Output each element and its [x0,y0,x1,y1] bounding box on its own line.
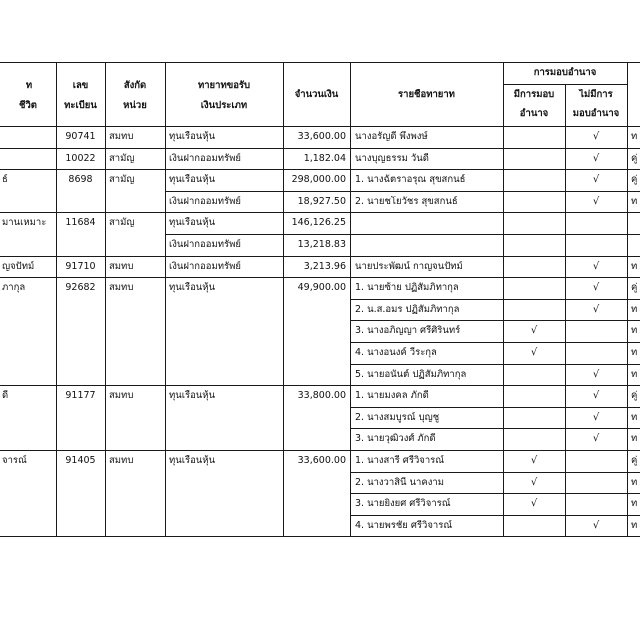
heir-name-cell: 3. นางอภิญญา ศรีศิรินทร์ [355,325,461,337]
relation-cell: ท [631,195,638,207]
column-rule [165,62,166,536]
header-no-proxy-2: มอบอำนาจ [572,108,620,119]
relation-cell: คู่ [631,390,638,402]
heir-name-cell: 1. นายซ้าย ปฏิสัมภิทากุล [355,282,459,294]
unit-cell: สมทบ [109,455,134,466]
unit-cell: สามัญ [109,152,135,164]
unit-cell: สมทบ [109,131,134,142]
row-rule [350,472,640,473]
row-rule [350,493,640,494]
heir-name-cell: นายประพัฒน์ กาญจนปัทม์ [355,260,463,272]
amount-cell: 33,800.00 [297,390,346,402]
claim-type-cell: ทุนเรือนหุ้น [169,282,216,294]
heir-name-cell: 3. นายยิ่งยศ ศรีวิจารณ์ [355,498,451,510]
heir-name-cell: 3. นายวุฒิวงศ์ ภักดี [355,433,436,445]
registration-number-cell: 8698 [68,174,93,186]
header-name: ท [25,80,33,91]
relation-cell: คู่ [631,174,638,186]
registration-number-cell: 92682 [65,282,96,294]
header-name-2: ชีวิต [19,100,37,111]
heir-name-cell: 2. นางสมบูรณ์ บุญชู [355,411,440,423]
claim-type-cell: ทุนเรือนหุ้น [169,174,216,186]
relation-cell: คู่ [631,455,638,466]
header-has-proxy: มีการมอบ [513,89,555,100]
row-rule [165,191,640,192]
row-rule [0,126,640,127]
header-unit: สังกัด [123,80,147,91]
unit-cell: สมทบ [109,260,134,272]
has-proxy-check: √ [530,347,538,358]
amount-cell: 33,600.00 [297,455,346,466]
row-rule [350,299,640,300]
column-rule [283,62,284,536]
registration-number-cell: 91177 [65,390,96,402]
claim-type-cell: ทุนเรือนหุ้น [169,131,216,142]
heir-name-cell: 1. นางฉัตราอรุณ สุขสกนธ์ [355,174,466,186]
claim-type-cell: ทุนเรือนหุ้น [169,390,216,402]
no-proxy-check: √ [592,195,600,207]
heir-name-cell: นางบุญธรรม วันดี [355,152,429,164]
relation-cell: ท [631,368,638,380]
no-proxy-check: √ [592,368,600,380]
no-proxy-check: √ [592,390,600,402]
member-name-cell: ธ์ [2,174,8,186]
member-name-cell: ญจปัทม์ [2,260,35,272]
relation-cell: ท [631,433,638,445]
relation-cell: ท [631,411,638,423]
header-amount: จำนวนเงิน [294,89,339,100]
row-rule [0,536,640,537]
header-reg: เลข [72,80,89,91]
column-rule [105,62,106,536]
amount-cell: 33,600.00 [297,131,346,142]
member-name-cell: ภากุล [2,282,26,294]
header-proxy: การมอบอำนาจ [533,67,597,78]
header-heirs: รายชื่อทายาท [398,89,455,100]
registration-number-cell: 90741 [65,131,96,142]
amount-cell: 1,182.04 [303,152,346,164]
amount-cell: 146,126.25 [291,217,346,229]
has-proxy-check: √ [530,455,538,466]
heir-name-cell: 2. นายชโยวัชร สุขสกนธ์ [355,195,458,207]
row-rule [350,364,640,365]
row-rule [0,277,640,278]
claim-type-cell: เงินฝากออมทรัพย์ [169,260,241,272]
column-rule [565,84,566,536]
heir-name-cell: 1. นางสารี ศรีวิจารณ์ [355,455,445,466]
heir-name-cell: นางอรัญดี พึ่งพงษ์ [355,131,428,142]
registration-number-cell: 10022 [65,152,96,164]
row-rule [350,407,640,408]
amount-cell: 13,218.83 [297,239,346,250]
relation-cell: ท [631,498,638,510]
no-proxy-check: √ [592,303,600,315]
registration-number-cell: 91405 [65,455,96,466]
relation-cell: คู่ [631,152,638,164]
relation-cell: ท [631,476,638,488]
no-proxy-check: √ [592,131,600,142]
relation-cell: ท [631,131,638,142]
relation-cell: คู่ [631,282,638,294]
row-rule [0,148,640,149]
heir-name-cell: 1. นายมงคล ภักดี [355,390,429,402]
relation-cell: ท [631,303,638,315]
header-has-proxy-2: อำนาจ [519,108,549,119]
unit-cell: สามัญ [109,217,135,229]
claim-type-cell: เงินฝากออมทรัพย์ [169,239,241,250]
no-proxy-check: √ [592,260,600,272]
amount-cell: 49,900.00 [297,282,346,294]
claim-type-cell: ทุนเรือนหุ้น [169,455,216,466]
no-proxy-check: √ [592,411,600,423]
row-rule [350,320,640,321]
member-name-cell: มานเหมาะ [2,217,47,229]
header-claim: ทายาทขอรับ [197,80,251,91]
claim-type-cell: เงินฝากออมทรัพย์ [169,152,241,164]
amount-cell: 298,000.00 [291,174,346,186]
heir-name-cell: 4. นางอนงค์ วีระกุล [355,347,437,358]
has-proxy-check: √ [530,325,538,337]
no-proxy-check: √ [592,282,600,294]
row-rule [350,515,640,516]
relation-cell: ท [631,347,638,358]
row-rule [0,62,640,63]
header-reg-2: ทะเบียน [64,100,97,111]
unit-cell: สามัญ [109,174,135,186]
member-name-cell: ดี [2,390,9,402]
heir-name-cell: 2. นางวาสินี นาคงาม [355,476,444,488]
relation-cell: ท [631,260,638,272]
claim-type-cell: เงินฝากออมทรัพย์ [169,195,241,207]
row-rule [0,256,640,257]
has-proxy-check: √ [530,476,538,488]
no-proxy-check: √ [592,152,600,164]
registration-number-cell: 91710 [65,260,96,272]
relation-cell: ท [631,325,638,337]
header-unit-2: หน่วย [123,100,147,111]
header-claim-2: เงินประเภท [200,100,248,111]
row-rule [165,234,640,235]
row-rule [350,428,640,429]
column-rule [56,62,57,536]
no-proxy-check: √ [592,519,600,531]
member-name-cell: จารณ์ [2,455,27,466]
heir-name-cell: 5. นายอนันต์ ปฏิสัมภิทากุล [355,368,467,380]
amount-cell: 18,927.50 [297,195,346,207]
amount-cell: 3,213.96 [303,260,346,272]
row-rule [0,450,640,451]
no-proxy-check: √ [592,433,600,445]
row-rule [0,212,640,213]
row-rule [0,169,640,170]
row-rule [350,342,640,343]
row-rule [0,385,640,386]
unit-cell: สมทบ [109,282,134,294]
unit-cell: สมทบ [109,390,134,402]
relation-cell: ท [631,519,638,531]
heir-name-cell: 2. น.ส.อมร ปฏิสัมภิทากุล [355,303,460,315]
header-no-proxy: ไม่มีการ [579,89,613,100]
heir-name-cell: 4. นายพรชัย ศรีวิจารณ์ [355,519,453,531]
has-proxy-check: √ [530,498,538,510]
claim-type-cell: ทุนเรือนหุ้น [169,217,216,229]
no-proxy-check: √ [592,174,600,186]
registration-number-cell: 11684 [65,217,96,229]
